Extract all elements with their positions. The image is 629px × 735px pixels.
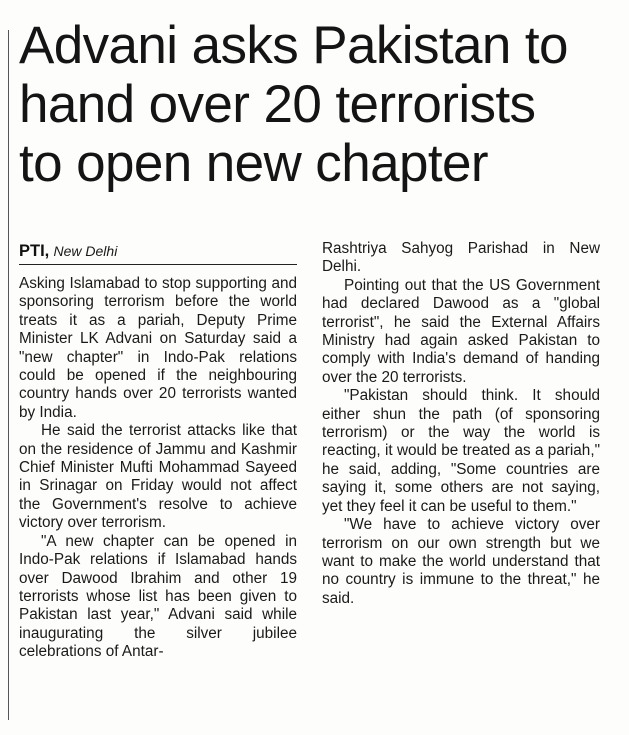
column-rule — [8, 30, 9, 720]
paragraph: He said the terrorist attacks like that on the residence of Jammu and Kashmir Chief Minister Mufti Mohammad Sayeed in Srinagar on Friday would not affect the Government's resolve to achieve victory over terrorism. — [19, 422, 297, 532]
article-column-left — [19, 240, 297, 662]
headline-line: to open new chapter — [19, 134, 488, 193]
headline-line: Advani asks Pakistan to — [19, 16, 568, 75]
paragraph: Pointing out that the US Government had declared Dawood as a "global terrorist", he said the External Affairs Ministry had again asked Pakistan to comply with India's demand of handing over the 20 terrorists. — [322, 276, 600, 386]
paragraph: Asking Islamabad to stop supporting and sponsoring terrorism before the world treats it as a pariah, Deputy Prime Minister LK Advani on Saturday said a "new chapter" in Indo-Pak relations could be opened if the neighbouring country hands over 20 terrorists wanted by India. — [19, 275, 297, 421]
paragraph: "We have to achieve victory over terrorism on our own strength but we want to make the world understand that no country is immune to the threat," he said. — [322, 516, 600, 607]
headline-line: hand over 20 terrorists — [19, 75, 536, 134]
article-column-right — [322, 240, 600, 608]
paragraph: "Pakistan should think. It should either shun the path (of sponsoring terrorism) or the way the world is reacting, it would be treated as a pariah," he said, adding, "Some countries are saying it, some others are not saying, yet they feel it can be useful to them." — [322, 387, 600, 515]
headline — [19, 16, 619, 193]
paragraph: "A new chapter can be opened in Indo-Pak relations if Islamabad hands over Dawood Ibrahim and other 19 terrorists whose list has been given to Pakistan last year," Advani said while inaugurating the silver jubilee celebrations of Antar- — [19, 532, 297, 661]
byline — [19, 240, 297, 262]
agency-credit: PTI, — [19, 242, 50, 260]
paragraph: Rashtriya Sahyog Parishad in New Delhi. — [322, 240, 600, 276]
byline-rule — [19, 264, 297, 265]
dateline: New Delhi — [53, 243, 118, 259]
